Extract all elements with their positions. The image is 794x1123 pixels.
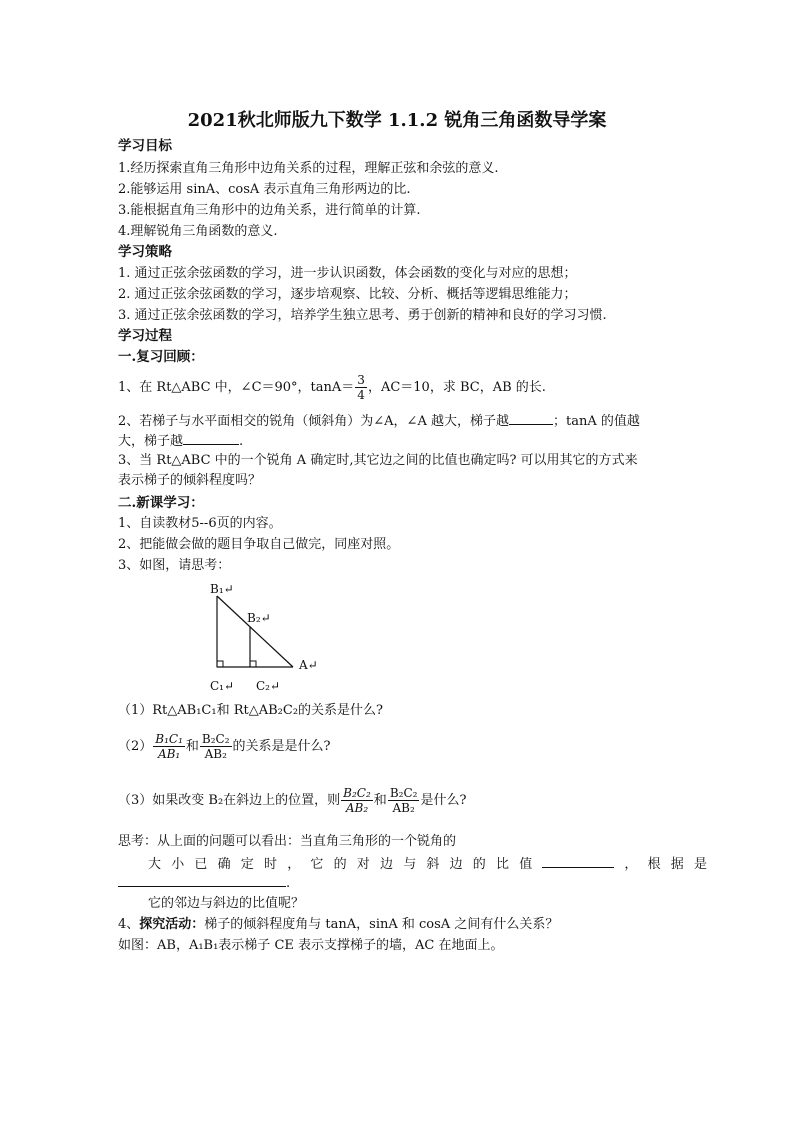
process-heading: 学习过程 xyxy=(118,328,172,344)
newlesson-item-4-line-2: 如图：AB，A₁B₁表示梯子 CE 表示支撑梯子的墙，AC 在地面上。 xyxy=(118,938,504,953)
triangle-diagram xyxy=(195,580,335,695)
sub3-fraction-2-denominator: AB₂ xyxy=(392,801,415,815)
q2-text-c: 大，梯子越 xyxy=(118,434,184,449)
page-title: 2021秋北师版九下数学 1.1.2 锐角三角函数导学案 xyxy=(187,110,607,131)
sub2-fraction-1-denominator: AB₁ xyxy=(157,747,181,761)
sub3-fraction-1-numerator: B₂C₂ xyxy=(343,786,371,800)
sub-question-1: （1）Rt△AB₁C₁和 Rt△AB₂C₂的关系是什么? xyxy=(118,703,384,718)
objective-item: 4.理解锐角三角函数的意义. xyxy=(118,224,278,239)
sub2-fraction-1 xyxy=(153,732,185,761)
strategies-heading: 学习策略 xyxy=(118,244,172,260)
sub3-text-post: 是什么? xyxy=(420,793,467,808)
sub3-and: 和 xyxy=(373,793,387,808)
sub2-and: 和 xyxy=(185,739,199,754)
think-text-c: . xyxy=(286,876,291,891)
label-a: A↵ xyxy=(299,658,318,672)
q1-text-pre: 1、在 Rt△ABC 中，∠C＝90°，tanA＝ xyxy=(118,380,355,395)
think-text-a: 大小已确定时，它的对边与斜边的比值 xyxy=(148,857,543,872)
sub2-fraction-2 xyxy=(200,732,232,761)
review-question-3-line-1: 3、当 Rt△ABC 中的一个锐角 A 确定时,其它边之间的比值也确定吗? 可以用其它的方式来 xyxy=(118,453,638,468)
sub3-text-pre: （3）如果改变 B₂在斜边上的位置，则 xyxy=(118,793,341,808)
think-line-1: 思考：从上面的问题可以看出：当直角三角形的一个锐角的 xyxy=(118,834,457,849)
label-b2: B₂↵ xyxy=(247,611,271,625)
item4-bold-label: 探究活动： xyxy=(139,917,205,932)
hypotenuse xyxy=(217,596,293,667)
right-angle-mark-c2 xyxy=(250,661,256,667)
newlesson-item-4 xyxy=(118,917,558,933)
answer-blank[interactable] xyxy=(542,855,614,868)
newlesson-heading: 二.新课学习： xyxy=(118,495,204,511)
newlesson-item-1: 1、自读教材5--6页的内容。 xyxy=(118,516,282,531)
q1-fraction xyxy=(355,373,367,402)
strategy-item: 3. 通过正弦余弦函数的学习，培养学生独立思考、勇于创新的精神和良好的学习习惯. xyxy=(118,308,607,323)
review-heading: 一.复习回顾： xyxy=(118,349,204,365)
review-question-2-line-2 xyxy=(118,432,243,450)
q2-text-b: ；tanA 的值越 xyxy=(552,414,640,429)
label-c1: C₁↵ xyxy=(210,679,235,693)
newlesson-item-3: 3、如图，请思考： xyxy=(118,558,231,573)
sub3-fraction-1 xyxy=(341,786,373,815)
sub2-text-post: 的关系是是什么? xyxy=(232,739,331,754)
objective-item: 3.能根据直角三角形中的边角关系，进行简单的计算. xyxy=(118,203,421,218)
sub-question-3 xyxy=(118,786,466,815)
sub3-fraction-2 xyxy=(388,786,420,815)
right-angle-mark-c1 xyxy=(217,661,223,667)
strategy-item: 2. 通过正弦余弦函数的学习，逐步培观察、比较、分析、概括等逻辑思维能力； xyxy=(118,287,577,302)
q1-fraction-numerator: 3 xyxy=(357,373,365,387)
think-line-2 xyxy=(148,855,717,873)
answer-blank[interactable] xyxy=(509,412,553,425)
q1-text-post: ，AC＝10，求 BC，AB 的长. xyxy=(367,380,546,395)
review-question-2-line-1 xyxy=(118,412,640,430)
sub2-fraction-1-numerator: B₁C₁ xyxy=(155,732,183,746)
strategy-item: 1. 通过正弦余弦函数的学习，进一步认识函数，体会函数的变化与对应的思想； xyxy=(118,266,577,281)
think-line-4: 它的邻边与斜边的比值呢？ xyxy=(148,896,305,911)
sub2-text-pre: （2） xyxy=(118,739,153,754)
label-b1: B₁↵ xyxy=(210,582,234,596)
review-question-1 xyxy=(118,373,546,402)
objectives-heading: 学习目标 xyxy=(118,138,172,154)
label-c2: C₂↵ xyxy=(256,679,281,693)
think-line-3 xyxy=(118,874,290,892)
sub2-fraction-2-denominator: AB₂ xyxy=(204,747,227,761)
sub3-fraction-1-denominator: AB₂ xyxy=(345,801,369,815)
item4-text: 梯子的倾斜程度角与 tanA，sinA 和 cosA 之间有什么关系？ xyxy=(204,917,559,932)
think-text-b: ，根据是 xyxy=(624,857,718,872)
q2-text-a: 2、若梯子与水平面相交的锐角（倾斜角）为∠A，∠A 越大，梯子越 xyxy=(118,414,509,429)
objective-item: 1.经历探索直角三角形中边角关系的过程，理解正弦和余弦的意义. xyxy=(118,161,499,176)
sub-question-2 xyxy=(118,732,331,761)
sub2-fraction-2-numerator: B₂C₂ xyxy=(201,732,230,746)
newlesson-item-2: 2、把能做会做的题目争取自己做完，同座对照。 xyxy=(118,537,400,552)
sub3-fraction-2-numerator: B₂C₂ xyxy=(389,786,418,800)
item4-number: 4、 xyxy=(118,917,140,932)
q1-fraction-denominator: 4 xyxy=(357,388,365,402)
objective-item: 2.能够运用 sinA、cosA 表示直角三角形两边的比. xyxy=(118,182,411,197)
q2-text-d: . xyxy=(239,434,244,449)
triangle-figure xyxy=(195,580,335,695)
review-question-3-line-2: 表示梯子的倾斜程度吗？ xyxy=(118,473,262,488)
answer-blank[interactable] xyxy=(183,432,239,445)
answer-blank[interactable] xyxy=(118,874,286,887)
